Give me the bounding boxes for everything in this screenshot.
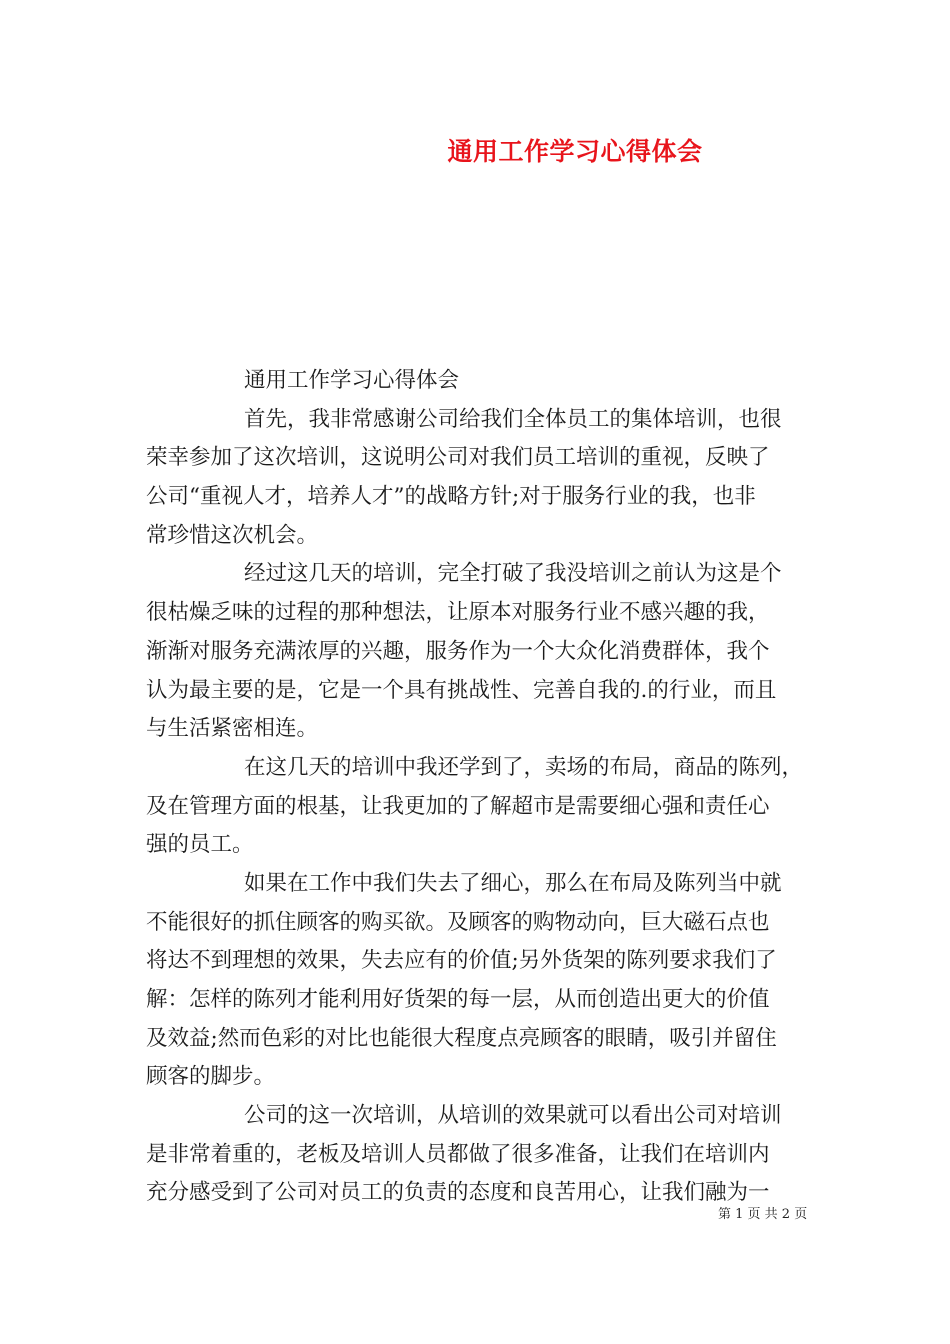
page-number: 第 1 页 共 2 页 bbox=[718, 1207, 808, 1222]
body-line: 顾客的脚步。 bbox=[146, 1064, 276, 1090]
body-line: 荣幸参加了这次培训，这说明公司对我们员工培训的重视，反映了 bbox=[146, 445, 770, 471]
body-line: 强的员工。 bbox=[146, 832, 254, 858]
body-line: 与生活紧密相连。 bbox=[146, 716, 319, 742]
body-line: 及效益;然而色彩的对比也能很大程度点亮顾客的眼睛，吸引并留住 bbox=[146, 1025, 777, 1051]
document-body bbox=[146, 362, 810, 1213]
body-line: 经过这几天的培训，完全打破了我没培训之前认为这是个 bbox=[244, 561, 782, 587]
body-line: 首先，我非常感谢公司给我们全体员工的集体培训，也很 bbox=[244, 406, 782, 432]
body-line: 不能很好的抓住顾客的购买欲。及顾客的购物动向，巨大磁石点也 bbox=[146, 909, 770, 935]
body-line: 公司的这一次培训，从培训的效果就可以看出公司对培训 bbox=[244, 1103, 782, 1129]
body-line: 认为最主要的是，它是一个具有挑战性、完善自我的.的行业，而且 bbox=[146, 677, 777, 703]
body-line: 将达不到理想的效果，失去应有的价值;另外货架的陈列要求我们了 bbox=[146, 948, 777, 974]
body-line: 及在管理方面的根基，让我更加的了解超市是需要细心强和责任心 bbox=[146, 793, 770, 819]
body-line: 充分感受到了公司对员工的负责的态度和良苦用心，让我们融为一 bbox=[146, 1180, 770, 1206]
body-line: 很枯燥乏味的过程的那种想法，让原本对服务行业不感兴趣的我， bbox=[146, 600, 770, 626]
body-line: 是非常着重的，老板及培训人员都做了很多准备，让我们在培训内 bbox=[146, 1141, 770, 1167]
body-line: 如果在工作中我们失去了细心，那么在布局及陈列当中就 bbox=[244, 870, 782, 896]
body-line: 在这几天的培训中我还学到了，卖场的布局，商品的陈列， bbox=[244, 754, 804, 780]
document-title: 通用工作学习心得体会 bbox=[447, 137, 703, 166]
body-line: 公司“重视人才，培养人才”的战略方针;对于服务行业的我，也非 bbox=[146, 484, 756, 510]
body-line: 渐渐对服务充满浓厚的兴趣，服务作为一个大众化消费群体，我个 bbox=[146, 638, 770, 664]
body-line: 常珍惜这次机会。 bbox=[146, 522, 319, 548]
body-line: 解：怎样的陈列才能利用好货架的每一层，从而创造出更大的价值 bbox=[146, 987, 770, 1012]
body-line: 通用工作学习心得体会 bbox=[244, 368, 460, 393]
